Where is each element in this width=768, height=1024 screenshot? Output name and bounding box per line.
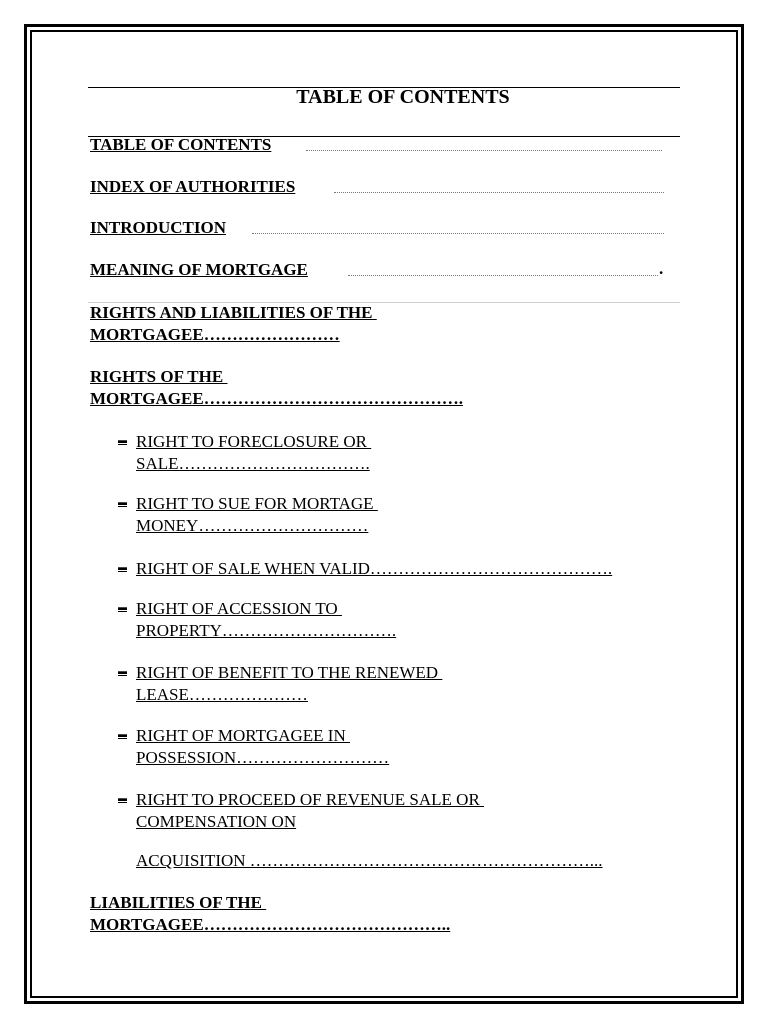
bullet-icon: ▬: [118, 793, 127, 803]
section-line: LIABILITIES OF THE: [90, 893, 267, 912]
subitem-line: RIGHT OF MORTGAGEE IN: [136, 726, 350, 745]
toc-subitem-sale-when-valid[interactable]: [118, 558, 612, 580]
toc-subitem-mortgagee-in-possession[interactable]: [118, 725, 389, 769]
subitem-line: SALE…………………………….: [136, 454, 370, 473]
subitem-line: LEASE…………………: [136, 685, 308, 704]
dot-leader: [252, 233, 664, 234]
subitem-line: MONEY…………………………: [136, 516, 369, 535]
subitem-line: ACQUISITION ……………………………………………………...: [136, 851, 603, 870]
subitem-line: RIGHT OF BENEFIT TO THE RENEWED: [136, 663, 443, 682]
subitem-line: PROPERTY………………………….: [136, 621, 397, 640]
toc-subitem-sue-for-money[interactable]: [118, 493, 378, 537]
toc-subitem-revenue-sale[interactable]: [118, 789, 484, 833]
section-line: MORTGAGEE……………………: [90, 325, 340, 344]
dot-leader: [306, 150, 662, 151]
toc-entry-meaning-of-mortgage[interactable]: MEANING OF MORTGAGE: [90, 260, 308, 279]
toc-entry-table-of-contents[interactable]: TABLE OF CONTENTS: [90, 135, 272, 154]
subitem-line: COMPENSATION ON: [136, 812, 297, 831]
toc-subitem-acquisition[interactable]: [118, 850, 603, 872]
bullet-icon: ▬: [118, 562, 127, 572]
bullet-icon: ▬: [118, 666, 127, 676]
toc-subitem-renewed-lease[interactable]: [118, 662, 442, 706]
dot-leader: [348, 275, 658, 276]
section-line: RIGHTS OF THE: [90, 367, 228, 386]
subitem-line: RIGHT OF SALE WHEN VALID…………………………………….: [136, 559, 613, 578]
toc-subitem-accession[interactable]: [118, 598, 396, 642]
toc-section-rights-of-mortgagee[interactable]: [90, 366, 463, 410]
toc-entry-introduction[interactable]: INTRODUCTION: [90, 218, 227, 237]
toc-section-liabilities-of-mortgagee[interactable]: [90, 892, 450, 936]
section-line: MORTGAGEE……………………………………..: [90, 915, 451, 934]
subitem-line: RIGHT TO SUE FOR MORTAGE: [136, 494, 378, 513]
page-title: TABLE OF CONTENTS: [296, 86, 510, 108]
subitem-line: POSSESSION………………………: [136, 748, 390, 767]
subitem-line: RIGHT TO PROCEED OF REVENUE SALE OR: [136, 790, 485, 809]
bullet-icon: ▬: [118, 602, 127, 612]
section-line: MORTGAGEE……………………………………….: [90, 389, 463, 408]
toc-entry-index-of-authorities[interactable]: INDEX OF AUTHORITIES: [90, 177, 296, 196]
subitem-line: RIGHT OF ACCESSION TO: [136, 599, 342, 618]
bullet-icon: ▬: [118, 435, 127, 445]
bullet-icon: ▬: [118, 729, 127, 739]
section-line: RIGHTS AND LIABILITIES OF THE: [90, 303, 377, 322]
toc-section-rights-and-liabilities[interactable]: [90, 302, 377, 346]
toc-subitem-foreclosure[interactable]: [118, 431, 371, 475]
subitem-line: RIGHT TO FORECLOSURE OR: [136, 432, 372, 451]
dot-leader: [334, 192, 664, 193]
entry-trailing-mark: .: [659, 259, 664, 278]
bullet-icon: ▬: [118, 497, 127, 507]
